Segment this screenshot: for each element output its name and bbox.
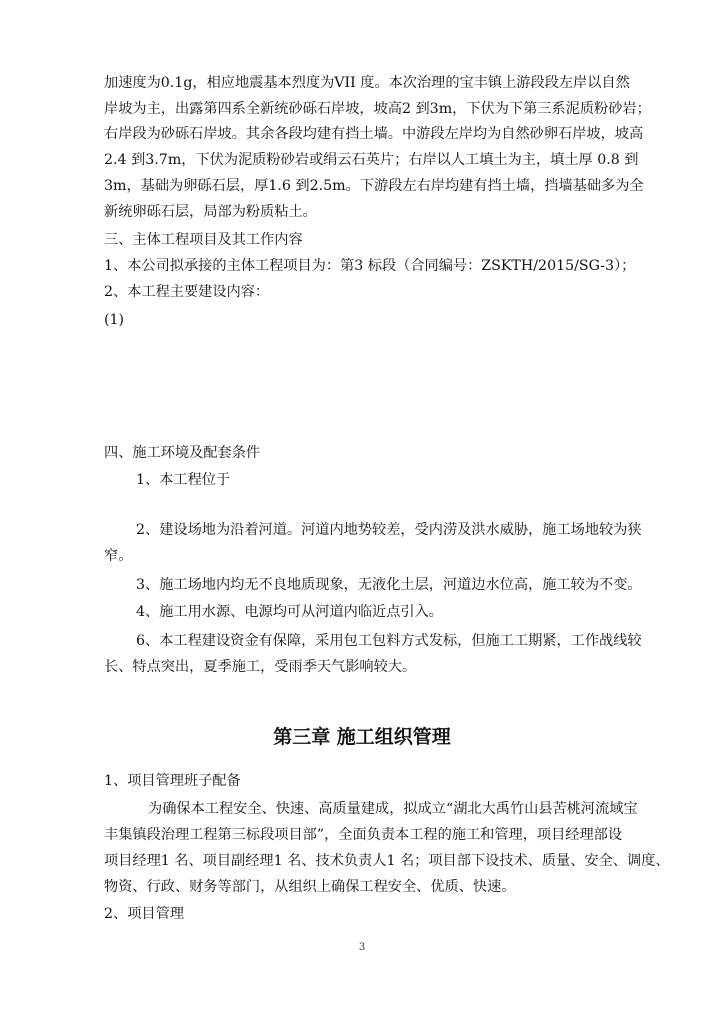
paragraph-line: 2、本工程主要建设内容： xyxy=(104,284,270,300)
paragraph-line: 1、本公司拟承接的主体工程项目为：第3 标段（合同编号：ZSKTH/2015/SG-3）； xyxy=(104,258,636,274)
list-item: 6、本工程建设资金有保障，采用包工包料方式发标，但施工工期紧，工作战线较 xyxy=(136,633,642,649)
paragraph-line: 3m，基础为卵砾石层，厚1.6 到2.5m。下游段左右岸均建有挡土墙，挡墙基础多为全 xyxy=(104,178,644,194)
paragraph-line: 右岸段为砂砾石岸坡。其余各段均建有挡土墙。中游段左岸均为自然砂卵石岸坡，坡高 xyxy=(104,126,644,142)
paragraph-line: 岸坡为主，出露第四系全新统砂砾石岸坡，坡高2 到3m，下伏为下第三系泥质粉砂岩； xyxy=(104,101,651,117)
list-item: 4、施工用水源、电源均可从河道内临近点引入。 xyxy=(136,604,443,620)
paragraph-line: 丰集镇段治理工程第三标段项目部”，全面负责本工程的施工和管理，项目经理部设 xyxy=(104,827,623,843)
paragraph-line: 新统卵砾石层，局部为粉质粘土。 xyxy=(104,204,317,220)
section-heading: 1、项目管理班子配备 xyxy=(104,773,241,789)
paragraph-line: 2.4 到3.7m，下伏为泥质粉砂岩或绢云石英片；右岸以人工填土为主，填土厚 0.8 到 xyxy=(104,152,639,168)
section-heading: 三、主体工程项目及其工作内容 xyxy=(104,232,303,248)
chapter-title: 第三章 施工组织管理 xyxy=(273,726,451,748)
list-item: 1、本工程位于 xyxy=(136,472,231,488)
paragraph-line: 物资、行政、财务等部门，从组织上确保工程安全、优质、快速。 xyxy=(104,879,516,895)
section-heading: 2、项目管理 xyxy=(104,906,184,922)
page-number: 3 xyxy=(358,942,366,953)
paragraph-line: 项目经理1 名、项目副经理1 名、技术负责人1 名；项目部下设技术、质量、安全、调度、 xyxy=(104,853,670,869)
paragraph-line: 长、特点突出，夏季施工，受雨季天气影响较大。 xyxy=(104,659,417,675)
paragraph-line: 为确保本工程安全、快速、高质量建成，拟成立“湖北大禹竹山县苦桃河流域宝 xyxy=(148,801,638,817)
list-item: (1) xyxy=(104,312,125,328)
list-item: 3、施工场地内均无不良地质现象，无液化土层，河道边水位高，施工较为不变。 xyxy=(136,577,642,593)
list-item: 2、建设场地为沿着河道。河道内地势较差，受内涝及洪水威胁，施工场地较为狭 xyxy=(136,522,642,538)
paragraph-line: 窄。 xyxy=(104,548,133,564)
paragraph-line: 加速度为0.1g，相应地震基本烈度为VII 度。本次治理的宝丰镇上游段段左岸以自然 xyxy=(104,75,630,91)
section-heading: 四、施工环境及配套条件 xyxy=(104,445,261,461)
